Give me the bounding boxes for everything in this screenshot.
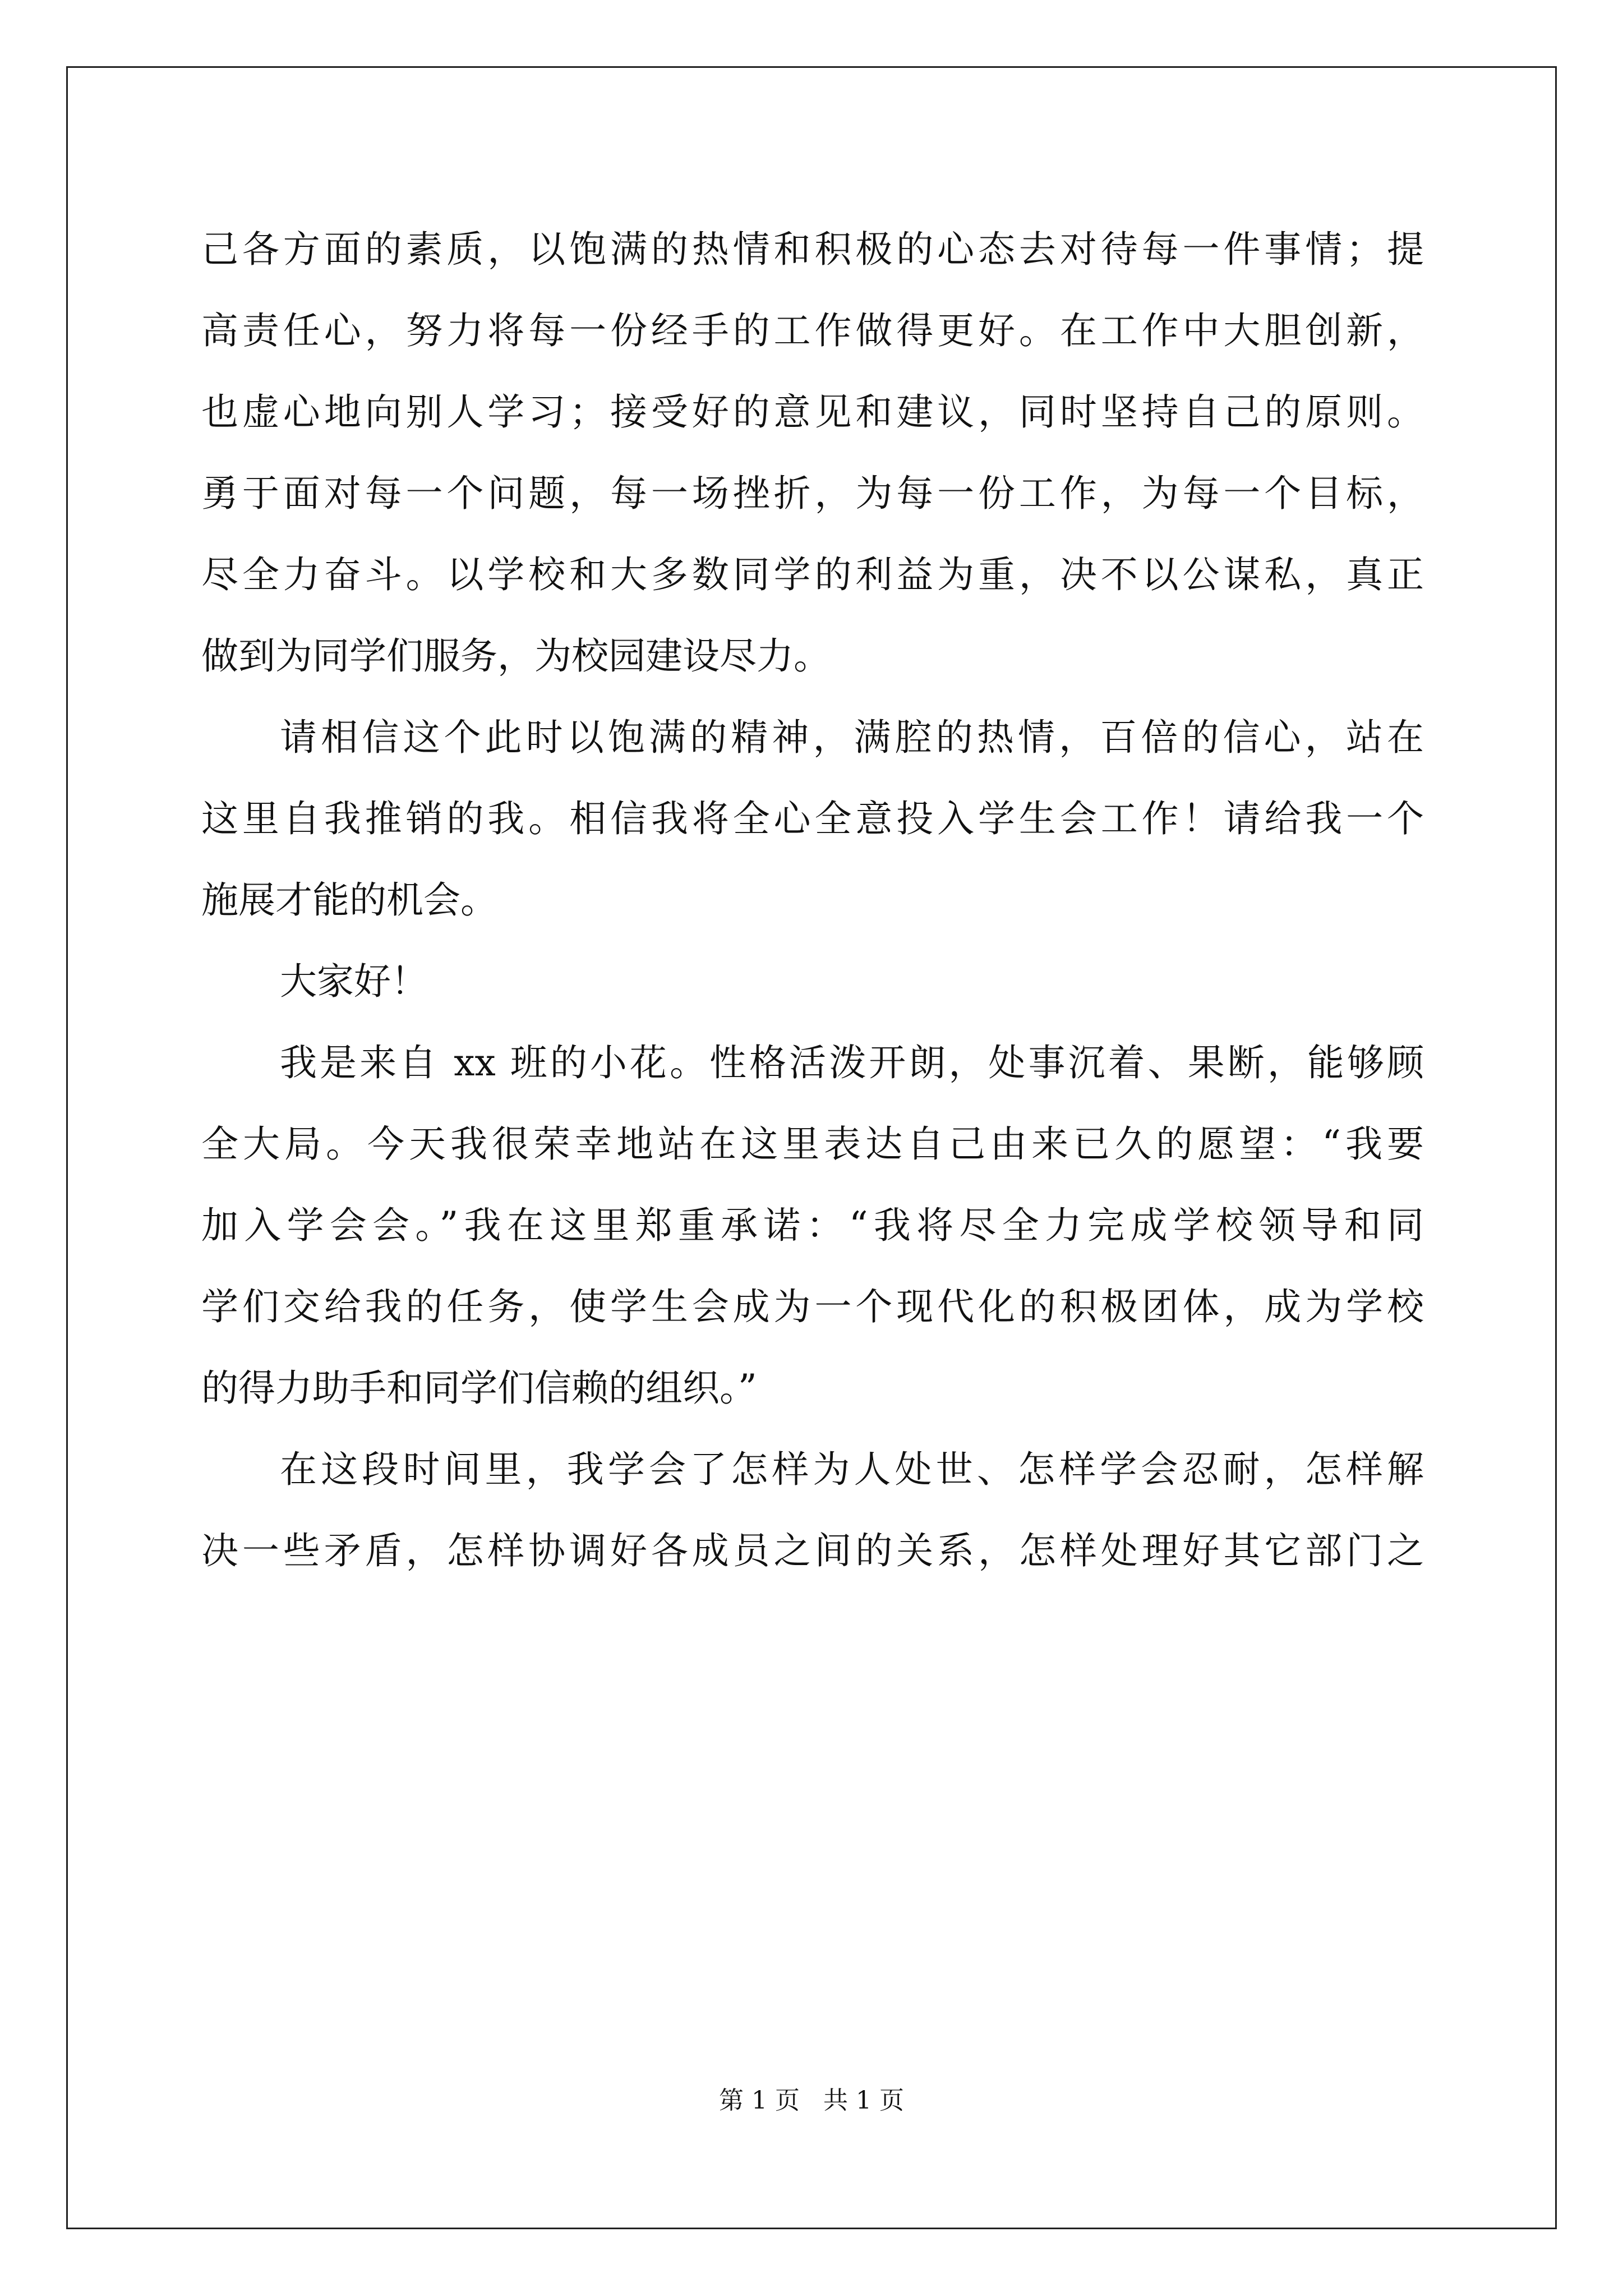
text-line-6: 做到为同学们服务，为校园建设尽力。 [201, 634, 831, 678]
text-line-1: 己各方面的素质，以饱满的热情和积极的心态去对待每一件事情；提 [201, 228, 1424, 271]
text-line-2: 高责任心，努力将每一份经手的工作做得更好。在工作中大胆创新， [201, 309, 1424, 352]
text-line-15: 的得力助手和同学们信赖的组织。” [201, 1366, 757, 1410]
text-line-12: 全大局。今天我很荣幸地站在这里表达自己由来已久的愿望：“我要 [201, 1122, 1424, 1166]
text-line-14: 学们交给我的任务，使学生会成为一个现代化的积极团体，成为学校 [201, 1285, 1424, 1328]
text-line-11: 我是来自 xx 班的小花。性格活泼开朗，处事沉着、果断，能够顾 [280, 1041, 1424, 1084]
text-line-5: 尽全力奋斗。以学校和大多数同学的利益为重，决不以公谋私，真正 [201, 553, 1424, 596]
text-line-3: 也虚心地向别人学习；接受好的意见和建议，同时坚持自己的原则。 [201, 390, 1424, 434]
text-line-4: 勇于面对每一个问题，每一场挫折，为每一份工作，为每一个目标， [201, 472, 1424, 515]
text-line-9: 施展才能的机会。 [201, 878, 497, 922]
text-line-17: 决一些矛盾，怎样协调好各成员之间的关系，怎样处理好其它部门之 [201, 1529, 1424, 1572]
text-line-10: 大家好！ [280, 960, 428, 1003]
text-line-7: 请相信这个此时以饱满的精神，满腔的热情，百倍的信心，站在 [280, 716, 1424, 759]
text-line-13: 加入学会会。”我在这里郑重承诺：“我将尽全力完成学校领导和同 [201, 1204, 1424, 1247]
text-line-8: 这里自我推销的我。相信我将全心全意投入学生会工作！请给我一个 [201, 797, 1424, 840]
page-number-footer: 第 1 页 共 1 页 [719, 2086, 904, 2115]
text-line-16: 在这段时间里，我学会了怎样为人处世、怎样学会忍耐，怎样解 [280, 1448, 1424, 1491]
